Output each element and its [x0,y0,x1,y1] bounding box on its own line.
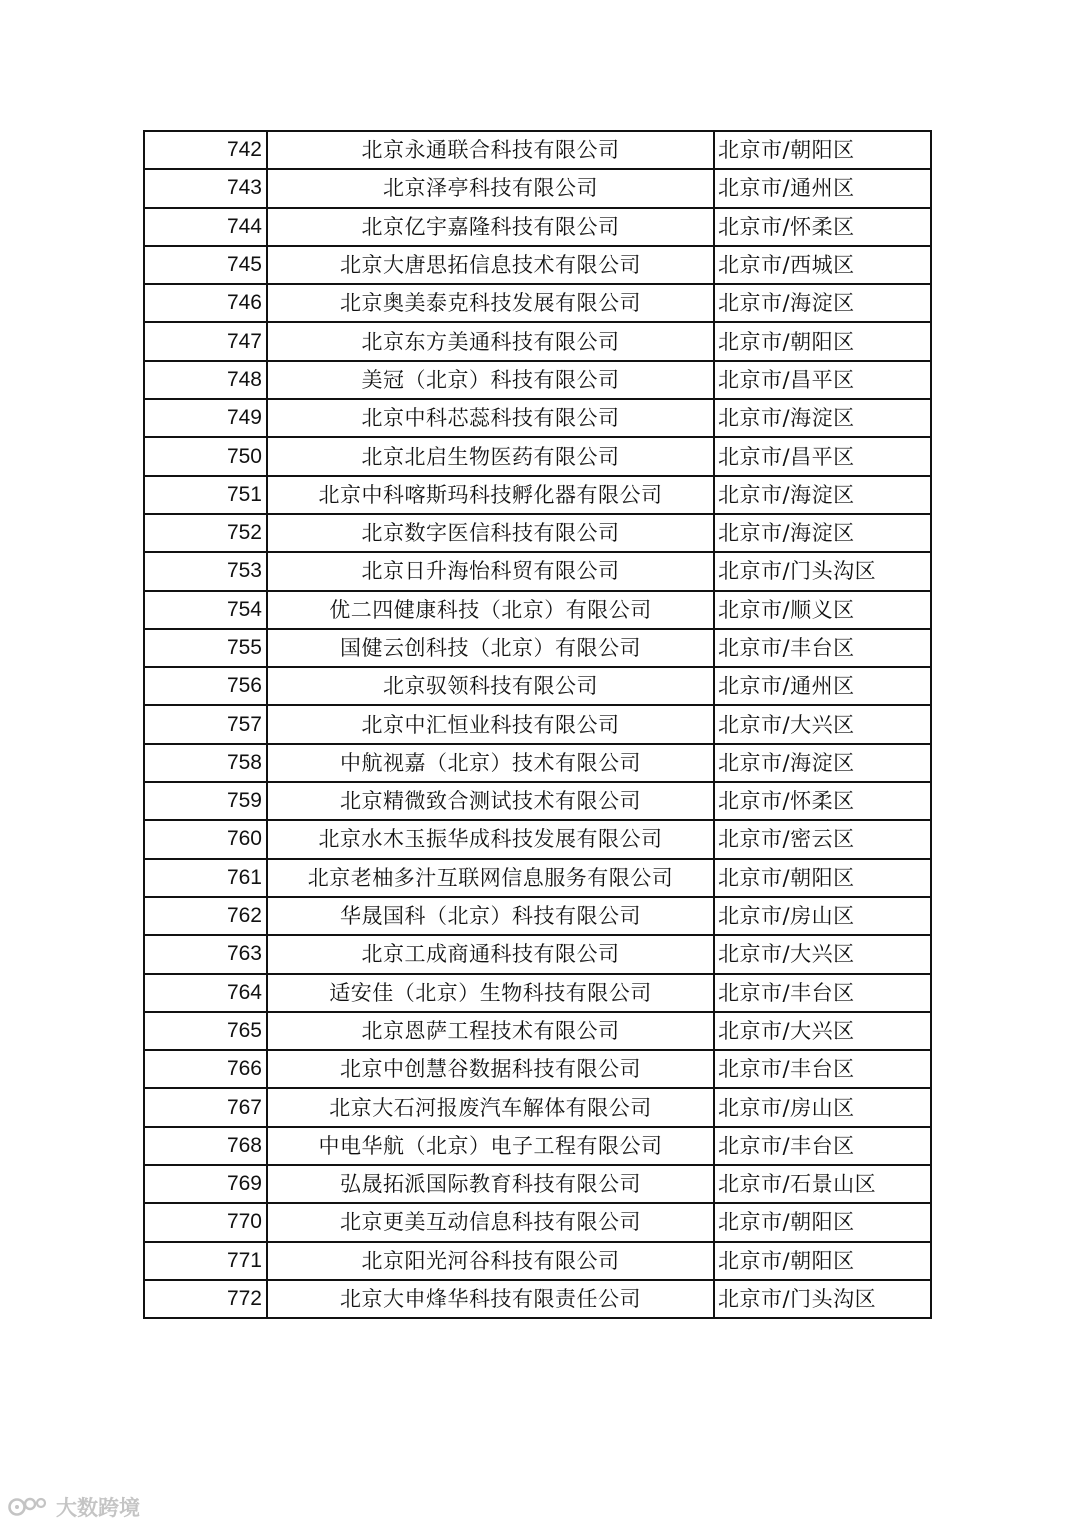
table-row [144,322,931,360]
row-number: 756 [144,667,267,705]
row-number: 762 [144,897,267,935]
company-name: 华晟国科（北京）科技有限公司 [267,897,714,935]
row-number: 749 [144,399,267,437]
table-row [144,859,931,897]
row-number: 761 [144,859,267,897]
row-number: 768 [144,1127,267,1165]
district: 北京市/海淀区 [714,744,931,782]
row-number: 753 [144,552,267,590]
table-row [144,1165,931,1203]
row-number: 746 [144,284,267,322]
table-row [144,935,931,973]
table-row [144,399,931,437]
table-row [144,246,931,284]
district: 北京市/朝阳区 [714,131,931,169]
district: 北京市/丰台区 [714,1050,931,1088]
district: 北京市/房山区 [714,1088,931,1126]
row-number: 763 [144,935,267,973]
company-name: 北京水木玉振华成科技发展有限公司 [267,820,714,858]
district: 北京市/通州区 [714,169,931,207]
row-number: 766 [144,1050,267,1088]
company-name: 北京大唐思拓信息技术有限公司 [267,246,714,284]
district: 北京市/昌平区 [714,437,931,475]
district: 北京市/朝阳区 [714,322,931,360]
company-name: 北京北启生物医药有限公司 [267,437,714,475]
table-row [144,1012,931,1050]
table-row [144,1203,931,1241]
company-name: 北京永通联合科技有限公司 [267,131,714,169]
district: 北京市/密云区 [714,820,931,858]
company-name: 中航视嘉（北京）技术有限公司 [267,744,714,782]
row-number: 758 [144,744,267,782]
company-name: 北京驭领科技有限公司 [267,667,714,705]
company-name: 北京大申烽华科技有限责任公司 [267,1280,714,1318]
table-row [144,782,931,820]
row-number: 772 [144,1280,267,1318]
company-name: 北京中科喀斯玛科技孵化器有限公司 [267,476,714,514]
row-number: 759 [144,782,267,820]
row-number: 754 [144,591,267,629]
company-name: 北京更美互动信息科技有限公司 [267,1203,714,1241]
company-name: 北京大石河报废汽车解体有限公司 [267,1088,714,1126]
table-row [144,1050,931,1088]
row-number: 745 [144,246,267,284]
district: 北京市/顺义区 [714,591,931,629]
table-row [144,552,931,590]
company-table-body [144,131,931,1318]
district: 北京市/丰台区 [714,1127,931,1165]
table-row [144,974,931,1012]
company-name: 弘晟拓派国际教育科技有限公司 [267,1165,714,1203]
table-row [144,705,931,743]
company-name: 北京东方美通科技有限公司 [267,322,714,360]
row-number: 765 [144,1012,267,1050]
district: 北京市/大兴区 [714,705,931,743]
row-number: 770 [144,1203,267,1241]
table-row [144,1127,931,1165]
bubble-logo-icon [8,1494,50,1520]
company-name: 北京中汇恒业科技有限公司 [267,705,714,743]
district: 北京市/门头沟区 [714,552,931,590]
company-name: 北京中科芯蕊科技有限公司 [267,399,714,437]
company-name: 北京中创慧谷数据科技有限公司 [267,1050,714,1088]
table-row [144,1280,931,1318]
row-number: 750 [144,437,267,475]
table-row [144,169,931,207]
company-name: 北京奥美泰克科技发展有限公司 [267,284,714,322]
table-row [144,1242,931,1280]
district: 北京市/昌平区 [714,361,931,399]
company-name: 北京数字医信科技有限公司 [267,514,714,552]
table-row [144,820,931,858]
company-name: 国健云创科技（北京）有限公司 [267,629,714,667]
table-row [144,284,931,322]
table-row [144,361,931,399]
company-name: 北京泽亭科技有限公司 [267,169,714,207]
district: 北京市/海淀区 [714,514,931,552]
company-name: 优二四健康科技（北京）有限公司 [267,591,714,629]
row-number: 744 [144,208,267,246]
company-name: 北京老柚多汁互联网信息服务有限公司 [267,859,714,897]
district: 北京市/海淀区 [714,399,931,437]
row-number: 771 [144,1242,267,1280]
table-row [144,591,931,629]
table-row [144,744,931,782]
row-number: 752 [144,514,267,552]
district: 北京市/通州区 [714,667,931,705]
district: 北京市/海淀区 [714,476,931,514]
company-name: 北京日升海怡科贸有限公司 [267,552,714,590]
district: 北京市/怀柔区 [714,208,931,246]
company-name: 北京工成商通科技有限公司 [267,935,714,973]
company-name: 中电华航（北京）电子工程有限公司 [267,1127,714,1165]
company-name: 北京亿宇嘉隆科技有限公司 [267,208,714,246]
district: 北京市/大兴区 [714,935,931,973]
table-row [144,208,931,246]
district: 北京市/丰台区 [714,974,931,1012]
row-number: 743 [144,169,267,207]
district: 北京市/门头沟区 [714,1280,931,1318]
company-name: 适安佳（北京）生物科技有限公司 [267,974,714,1012]
table-row [144,629,931,667]
row-number: 755 [144,629,267,667]
table-row [144,514,931,552]
table-row [144,131,931,169]
row-number: 748 [144,361,267,399]
table-row [144,476,931,514]
company-name: 美冠（北京）科技有限公司 [267,361,714,399]
row-number: 757 [144,705,267,743]
district: 北京市/丰台区 [714,629,931,667]
district: 北京市/朝阳区 [714,1242,931,1280]
row-number: 751 [144,476,267,514]
district: 北京市/石景山区 [714,1165,931,1203]
row-number: 769 [144,1165,267,1203]
table-row [144,437,931,475]
district: 北京市/朝阳区 [714,1203,931,1241]
watermark-text: 大数跨境 [56,1496,140,1520]
district: 北京市/房山区 [714,897,931,935]
district: 北京市/大兴区 [714,1012,931,1050]
district: 北京市/朝阳区 [714,859,931,897]
table-row [144,1088,931,1126]
table-row [144,897,931,935]
company-table [143,130,932,1319]
company-name: 北京精微致合测试技术有限公司 [267,782,714,820]
district: 北京市/怀柔区 [714,782,931,820]
district: 北京市/西城区 [714,246,931,284]
row-number: 764 [144,974,267,1012]
watermark [8,1492,140,1522]
row-number: 747 [144,322,267,360]
row-number: 767 [144,1088,267,1126]
company-name: 北京阳光河谷科技有限公司 [267,1242,714,1280]
company-name: 北京恩萨工程技术有限公司 [267,1012,714,1050]
row-number: 742 [144,131,267,169]
table-row [144,667,931,705]
district: 北京市/海淀区 [714,284,931,322]
row-number: 760 [144,820,267,858]
